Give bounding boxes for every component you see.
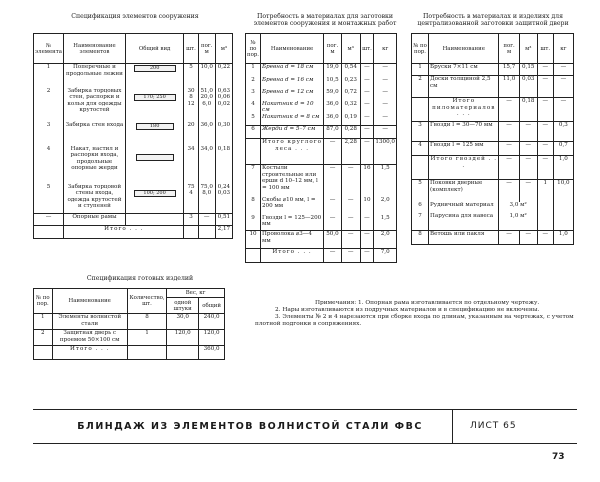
- table-row: [246, 126, 397, 139]
- table-row: [246, 114, 397, 126]
- table-cell: —: [360, 139, 374, 165]
- table-cell: —: [341, 215, 360, 231]
- table-cell: —: [499, 142, 519, 156]
- table-cell: —: [360, 126, 374, 139]
- table-cell: 8: [246, 197, 261, 215]
- title-block-bottom-rule: [33, 443, 577, 444]
- table-cell: шт.: [360, 34, 374, 64]
- table-row: [34, 330, 225, 346]
- table-cell: 11,0: [499, 76, 519, 98]
- title-block-top-rule: [33, 409, 577, 410]
- table-cell: —: [519, 180, 537, 202]
- table-cell: [167, 346, 199, 360]
- table-cell: 20: [184, 122, 198, 146]
- table-cell: Элементы волнистой стали: [52, 314, 127, 330]
- table-cell: —: [374, 101, 397, 114]
- table-cell: —: [519, 142, 537, 156]
- table-cell: —: [537, 231, 553, 245]
- table-cell: [125, 64, 184, 88]
- table-cell: Вес, кг: [167, 289, 225, 298]
- notes: [255, 300, 580, 328]
- table-cell: 16: [360, 165, 374, 197]
- table-row: [246, 197, 397, 215]
- table-cell: [553, 202, 573, 213]
- log-drawing: [136, 154, 174, 161]
- log-drawing: 200: [134, 65, 176, 72]
- table-row: [412, 76, 574, 98]
- table-cell: Накат, настил и распорки входа, продольные опорные жерди: [64, 146, 126, 184]
- table-cell: 6: [246, 126, 261, 139]
- table-cell: [412, 156, 429, 180]
- table-cell: 0,22: [215, 64, 232, 88]
- table-cell: 1: [537, 180, 553, 202]
- table-cell: —: [341, 249, 360, 263]
- spec-elements-table: [33, 33, 233, 239]
- table-cell: 1,0: [553, 231, 573, 245]
- table-cell: 50,0: [324, 231, 342, 249]
- table-cell: Забирка торцовой стены входа, одежда крутостей и ступеней: [64, 184, 126, 214]
- table-cell: 6: [412, 202, 429, 213]
- table-cell: —: [198, 214, 215, 226]
- table-cell: —: [324, 215, 342, 231]
- table-cell: Накатник d = 10 см: [261, 101, 324, 114]
- total-row: [246, 249, 397, 263]
- note-2: 2. Нары изготавливаются из подручных материалов и в спецификацию не включены.: [275, 307, 540, 313]
- table-cell: Поперечные и продольные лежни: [64, 64, 126, 88]
- table-cell: 8: [127, 314, 166, 330]
- table-cell: Итого . . .: [261, 249, 324, 263]
- table-cell: шт.: [537, 34, 553, 64]
- table-cell: [127, 346, 166, 360]
- table-cell: —: [499, 156, 519, 180]
- table-cell: —: [537, 76, 553, 98]
- table-cell: Итого круглого леса . . .: [261, 139, 324, 165]
- table-cell: Проволока ⌀3—4 мм: [261, 231, 324, 249]
- subtotal-row: [246, 139, 397, 165]
- table-cell: [412, 98, 429, 122]
- table-cell: —: [341, 197, 360, 215]
- table-cell: —: [519, 122, 537, 142]
- table-cell: —: [553, 98, 573, 122]
- table-cell: 4: [412, 142, 429, 156]
- materials-elements-title: Потребность в материалах для заготовки элементов сооружения и монтажных работ: [253, 13, 397, 27]
- table-cell: Бревна d = 16 см: [261, 77, 324, 89]
- table-cell: 120,0: [199, 330, 225, 346]
- table-cell: —: [499, 122, 519, 142]
- table-cell: —: [499, 231, 519, 245]
- page-number: 73: [552, 452, 565, 462]
- table-cell: 10: [360, 197, 374, 215]
- table-cell: —: [324, 249, 342, 263]
- table-cell: Итого пиломатериалов . . .: [429, 98, 499, 122]
- table-cell: Жерди d = 5–7 см: [261, 126, 324, 139]
- table-cell: 0,54: [341, 64, 360, 77]
- table-cell: 0,18: [215, 146, 232, 184]
- table-cell: [125, 88, 184, 122]
- table-cell: Итого гвоздей . . .: [429, 156, 499, 180]
- table-row: [34, 146, 233, 184]
- spec-products-table: [33, 288, 225, 360]
- table-cell: 1: [412, 64, 429, 76]
- table-cell: —: [537, 122, 553, 142]
- table-cell: 5: [184, 64, 198, 88]
- table-cell: 2,17: [215, 226, 232, 239]
- table-cell: [34, 346, 53, 360]
- table-cell: Бревна d = 12 см: [261, 89, 324, 101]
- table-row: [412, 213, 574, 231]
- table-row: [412, 142, 574, 156]
- table-cell: 4: [34, 146, 64, 184]
- table-cell: 0,18: [519, 98, 537, 122]
- table-cell: 5: [34, 184, 64, 214]
- table-cell: Скобы ⌀10 мм, l = 200 мм: [261, 197, 324, 215]
- table-cell: 0,30: [215, 122, 232, 146]
- table-cell: —: [360, 64, 374, 77]
- table-cell: 34,0: [198, 146, 215, 184]
- table-cell: 0,32: [341, 101, 360, 114]
- table-row: [246, 77, 397, 89]
- total-row: [34, 226, 233, 239]
- table-cell: 34: [184, 146, 198, 184]
- table-cell: 2: [412, 76, 429, 98]
- table-cell: 9: [246, 215, 261, 231]
- materials-door-table: [411, 33, 574, 245]
- table-cell: 36,0: [324, 101, 342, 114]
- table-cell: —: [537, 156, 553, 180]
- table-cell: 3: [34, 122, 64, 146]
- table-row: [34, 184, 233, 214]
- table-cell: 8: [412, 231, 429, 245]
- table-cell: Забирка стен входа: [64, 122, 126, 146]
- table-cell: —: [537, 64, 553, 76]
- table-cell: 1: [34, 314, 53, 330]
- table-cell: 240,0: [199, 314, 225, 330]
- table-row: [246, 89, 397, 101]
- table-cell: 0,7: [553, 142, 573, 156]
- table-cell: —: [324, 165, 342, 197]
- table-row: [34, 122, 233, 146]
- table-row: [34, 314, 225, 330]
- table-cell: одной штуки: [167, 298, 199, 314]
- table-cell: 1: [246, 64, 261, 77]
- table-cell: 360,0: [199, 346, 225, 360]
- table-cell: Ветошь или пакля: [429, 231, 499, 245]
- col-header: пог. м: [198, 34, 215, 64]
- table-cell: —: [341, 231, 360, 249]
- table-cell: 0,28: [341, 126, 360, 139]
- table-cell: Итого . . .: [52, 346, 127, 360]
- table-cell: Количество, шт.: [127, 289, 166, 314]
- table-cell: Гвозди l = 30—70 мм: [429, 122, 499, 142]
- table-cell: —: [360, 101, 374, 114]
- table-cell: 1,5: [374, 215, 397, 231]
- title-block-divider: [452, 409, 453, 443]
- table-cell: 7: [246, 165, 261, 197]
- table-cell: 0,24 0,03: [215, 184, 232, 214]
- table-cell: 2,28: [341, 139, 360, 165]
- table-cell: —: [374, 77, 397, 89]
- table-cell: 36,0: [324, 114, 342, 126]
- table-cell: Бруски 7×11 см: [429, 64, 499, 76]
- table-row: [412, 122, 574, 142]
- table-row: [34, 214, 233, 226]
- table-cell: [537, 202, 553, 213]
- table-cell: 75 4: [184, 184, 198, 214]
- table-cell: 1300,0: [374, 139, 397, 165]
- table-cell: 10,5: [324, 77, 342, 89]
- sheet-label: ЛИСТ 65: [470, 421, 517, 431]
- log-drawing: 170; 250: [134, 94, 176, 101]
- table-cell: 7,0: [374, 249, 397, 263]
- table-row: [34, 64, 233, 88]
- table-row: [34, 88, 233, 122]
- table-cell: 10,0: [198, 64, 215, 88]
- table-cell: 1: [34, 64, 64, 88]
- table-cell: —: [360, 77, 374, 89]
- table-row: [246, 215, 397, 231]
- table-cell: Поковки дверные (комплект): [429, 180, 499, 202]
- table-cell: 5: [246, 114, 261, 126]
- table-cell: 4: [246, 101, 261, 114]
- table-row: [412, 180, 574, 202]
- col-header: Общий вид: [125, 34, 184, 64]
- table-cell: 1,5: [374, 165, 397, 197]
- table-cell: 7: [412, 213, 429, 231]
- table-cell: —: [360, 114, 374, 126]
- table-cell: общий: [199, 298, 225, 314]
- table-cell: Накатник d = 8 см: [261, 114, 324, 126]
- table-cell: 0,51: [215, 214, 232, 226]
- col-header: Наименование элементов: [64, 34, 126, 64]
- table-cell: Защитная дверь с проемом 50×100 см: [52, 330, 127, 346]
- table-cell: 0,03: [519, 76, 537, 98]
- table-cell: —: [360, 249, 374, 263]
- table-cell: м³: [519, 34, 537, 64]
- table-cell: —: [360, 215, 374, 231]
- table-cell: 19,0: [324, 64, 342, 77]
- table-cell: —: [553, 64, 573, 76]
- total-row: [34, 346, 225, 360]
- spec-elements-title: Спецификация элементов сооружения: [71, 13, 199, 20]
- table-cell: 3,0 м²: [499, 202, 537, 213]
- table-cell: —: [360, 89, 374, 101]
- table-cell: 2,0: [374, 231, 397, 249]
- table-cell: —: [324, 197, 342, 215]
- table-cell: Рудничный материал: [429, 202, 499, 213]
- table-row: [246, 231, 397, 249]
- table-cell: —: [519, 231, 537, 245]
- table-cell: —: [499, 180, 519, 202]
- table-cell: кг: [553, 34, 573, 64]
- table-cell: № по пор.: [246, 34, 261, 64]
- note-3: 3. Элементы № 2 и 4 нарезаются при сборке входа по длинам, указанным на чертежах, с учетом плотной подгонки в сопряжениях.: [255, 314, 574, 327]
- table-row: [412, 64, 574, 76]
- table-cell: —: [374, 89, 397, 101]
- col-header: м³: [215, 34, 232, 64]
- table-cell: —: [324, 139, 342, 165]
- table-cell: 0,15: [519, 64, 537, 76]
- table-cell: —: [519, 156, 537, 180]
- table-cell: —: [537, 142, 553, 156]
- table-cell: м³: [341, 34, 360, 64]
- table-cell: кг: [374, 34, 397, 64]
- table-cell: 3: [246, 89, 261, 101]
- col-header: шт.: [184, 34, 198, 64]
- table-cell: пог. м: [324, 34, 342, 64]
- table-cell: [246, 139, 261, 165]
- table-row: [246, 64, 397, 77]
- table-cell: 0,63 0,06 0,02: [215, 88, 232, 122]
- table-cell: 2: [34, 88, 64, 122]
- table-cell: —: [374, 126, 397, 139]
- table-cell: [34, 226, 64, 239]
- materials-door-title: Потребность в материалах и изделиях для централизованной заготовки защитной двери: [417, 13, 569, 27]
- table-cell: [125, 122, 184, 146]
- table-cell: [125, 214, 184, 226]
- subtotal-row: [412, 98, 574, 122]
- table-cell: 0,19: [341, 114, 360, 126]
- table-cell: 1,0: [553, 156, 573, 180]
- table-cell: 0,3: [553, 122, 573, 142]
- table-cell: пог. м: [499, 34, 519, 64]
- table-cell: Парусина для навеса: [429, 213, 499, 231]
- table-cell: —: [34, 214, 64, 226]
- table-cell: Наименование: [52, 289, 127, 314]
- table-cell: —: [374, 114, 397, 126]
- table-cell: [246, 249, 261, 263]
- table-cell: Наименование: [429, 34, 499, 64]
- table-cell: [125, 146, 184, 184]
- subtotal-row: [412, 156, 574, 180]
- table-cell: —: [360, 231, 374, 249]
- table-cell: 120,0: [167, 330, 199, 346]
- table-cell: 10,0: [553, 180, 573, 202]
- table-cell: [537, 213, 553, 231]
- table-cell: 75,0 8,0: [198, 184, 215, 214]
- table-cell: 51,0 20,0 6,0: [198, 88, 215, 122]
- table-cell: Гвозди l = 125 мм: [429, 142, 499, 156]
- table-cell: 0,72: [341, 89, 360, 101]
- table-cell: —: [553, 76, 573, 98]
- table-cell: Наименование: [261, 34, 324, 64]
- table-cell: [198, 226, 215, 239]
- table-cell: 30,0: [167, 314, 199, 330]
- table-cell: Доски толщиной 2,5 см: [429, 76, 499, 98]
- table-cell: 59,0: [324, 89, 342, 101]
- log-drawing: 100; 200: [134, 190, 176, 197]
- table-cell: Забирка торцовых стен, распорки и колья для одежды крутостей: [64, 88, 126, 122]
- table-row: [412, 231, 574, 245]
- table-cell: 1: [127, 330, 166, 346]
- table-cell: 10: [246, 231, 261, 249]
- note-1: Примечания: 1. Опорная рама изготавливается по отдельному чертежу.: [315, 300, 540, 306]
- table-cell: 5: [412, 180, 429, 202]
- table-cell: —: [341, 165, 360, 197]
- table-cell: —: [499, 98, 519, 122]
- table-cell: 2: [34, 330, 53, 346]
- table-cell: Опорные рамы: [64, 214, 126, 226]
- log-drawing: 180: [136, 123, 174, 130]
- table-cell: 3: [412, 122, 429, 142]
- table-cell: Костыли строительные или ерши d 10–12 мм, l = 100 мм: [261, 165, 324, 197]
- table-cell: 3: [184, 214, 198, 226]
- table-cell: Бревна d = 18 см: [261, 64, 324, 77]
- materials-elements-table: [245, 33, 397, 263]
- table-cell: № по пор.: [412, 34, 429, 64]
- col-header: № элемента: [34, 34, 64, 64]
- table-cell: 87,0: [324, 126, 342, 139]
- table-cell: [125, 184, 184, 214]
- table-cell: 15,7: [499, 64, 519, 76]
- table-row: [246, 101, 397, 114]
- table-cell: Гвозди l = 125—200 мм: [261, 215, 324, 231]
- table-cell: 1,0 м²: [499, 213, 537, 231]
- table-cell: № по пор.: [34, 289, 53, 314]
- table-cell: 2: [246, 77, 261, 89]
- table-cell: Итого . . .: [64, 226, 184, 239]
- spec-products-title: Спецификация готовых изделий: [86, 275, 194, 282]
- table-cell: 36,0: [198, 122, 215, 146]
- table-cell: [184, 226, 198, 239]
- table-cell: 2,0: [374, 197, 397, 215]
- table-cell: 30 8 12: [184, 88, 198, 122]
- table-row: [246, 165, 397, 197]
- table-row: [412, 202, 574, 213]
- drawing-title: БЛИНДАЖ ИЗ ЭЛЕМЕНТОВ ВОЛНИСТОЙ СТАЛИ ФВС: [77, 421, 423, 432]
- table-cell: [553, 213, 573, 231]
- table-cell: —: [374, 64, 397, 77]
- table-cell: —: [537, 98, 553, 122]
- table-cell: 0,23: [341, 77, 360, 89]
